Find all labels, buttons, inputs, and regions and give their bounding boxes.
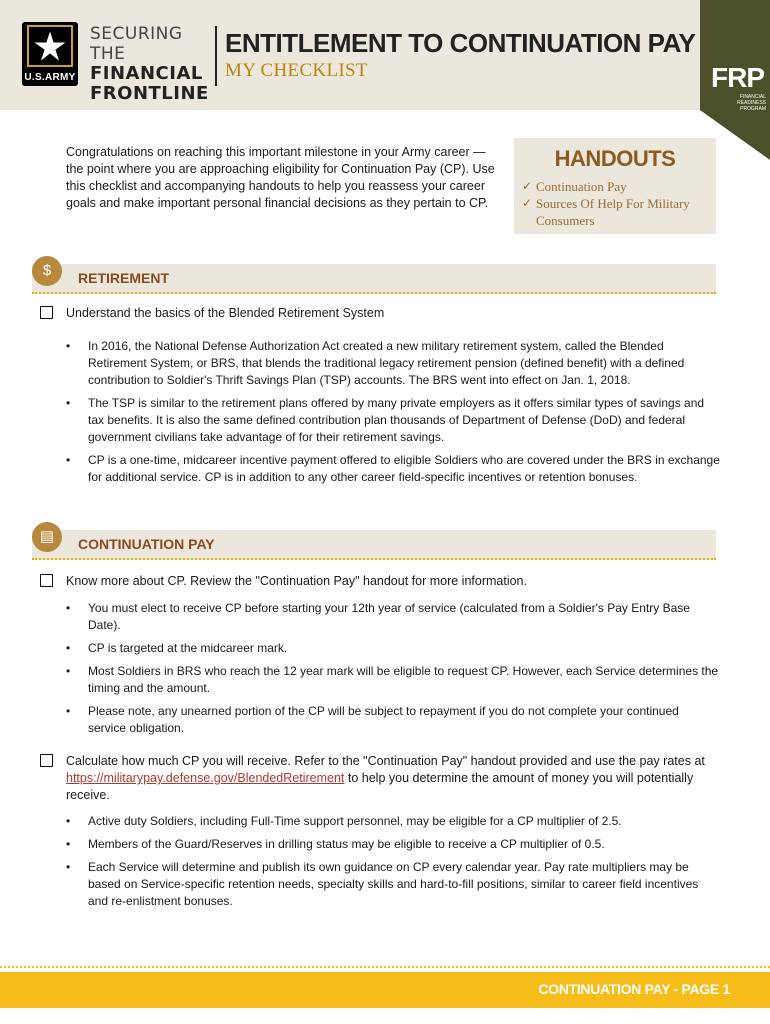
continuation-bullets-2 bbox=[66, 813, 720, 910]
frp-badge bbox=[700, 0, 770, 160]
checkbox[interactable] bbox=[40, 754, 53, 767]
money-bag-icon: $ bbox=[32, 256, 62, 286]
frp-subtext: FINANCIAL READINESS PROGRAM bbox=[737, 94, 766, 112]
page-title: ENTITLEMENT TO CONTINUATION PAY bbox=[225, 28, 696, 58]
frp-logo-text: FRP bbox=[711, 62, 764, 93]
brand-line-1: SECURING THE bbox=[90, 24, 183, 64]
page-header bbox=[0, 0, 770, 110]
checkbox[interactable] bbox=[40, 574, 53, 587]
bullet-item: • CP is a one-time, midcareer incentive payment offered to eligible Soldiers who are covered under the BRS in exchange for additional service. CP is in addition to any other career field-specific incentives or retention bonuses. bbox=[66, 452, 720, 486]
brand-line-2: FINANCIAL bbox=[90, 63, 203, 84]
brand-text bbox=[90, 24, 209, 104]
continuation-pay-banner bbox=[32, 530, 716, 560]
retirement-bullets bbox=[66, 338, 720, 486]
checkmark-icon: ✓ bbox=[522, 196, 533, 210]
bullet-item: • Active duty Soldiers, including Full-Time support personnel, may be eligible for a CP multiplier of 2.5. bbox=[66, 813, 720, 830]
bullet-item: • You must elect to receive CP before starting your 12th year of service (calculated from a Soldier's Pay Entry Base Date). bbox=[66, 600, 720, 634]
checkmark-icon: ✓ bbox=[522, 179, 533, 193]
pay-rates-link[interactable]: https://militarypay.defense.gov/BlendedRetirement bbox=[66, 771, 345, 785]
handout-item: ✓ Sources Of Help For Military Consumers bbox=[522, 196, 690, 228]
checklist-text: Understand the basics of the Blended Retirement System bbox=[66, 306, 385, 320]
handouts-box bbox=[514, 138, 716, 234]
cash-icon: ▤ bbox=[32, 522, 62, 552]
bullet-item: • Please note, any unearned portion of the CP will be subject to repayment if you do not complete your continued service obligation. bbox=[66, 703, 720, 737]
bullet-item: • Members of the Guard/Reserves in drilling status may be eligible to receive a CP multiplier of 0.5. bbox=[66, 836, 720, 853]
bullet-item: • CP is targeted at the midcareer mark. bbox=[66, 640, 720, 657]
handouts-title: HANDOUTS bbox=[554, 146, 676, 171]
page-subtitle: MY CHECKLIST bbox=[225, 60, 368, 81]
army-logo bbox=[22, 22, 78, 86]
handouts-list bbox=[522, 178, 714, 229]
section-title: RETIREMENT bbox=[78, 270, 169, 286]
handout-item: ✓ Continuation Pay bbox=[522, 179, 627, 194]
checklist-text: Know more about CP. Review the "Continuation Pay" handout for more information. bbox=[66, 574, 527, 588]
section-title: CONTINUATION PAY bbox=[78, 536, 215, 552]
footer-label: CONTINUATION PAY - PAGE 1 bbox=[538, 981, 730, 997]
army-label: U.S.ARMY bbox=[24, 72, 76, 83]
retirement-banner bbox=[32, 264, 716, 294]
intro-paragraph: Congratulations on reaching this important milestone in your Army career — the point where you are approaching eligibility for Continuation Pay (CP). Use this checklist and accompanying handouts to help you reassess your career goals and make important personal financial decisions as they pertain to CP. bbox=[66, 145, 495, 210]
bullet-item: • Each Service will determine and publish its own guidance on CP every calendar year. Pay rate multipliers may be based on Service-specific retention needs, specialty skills and hard-to-fill positions, similar to career field incentives and re-enlistment bonuses. bbox=[66, 859, 720, 910]
brand-line-3: FRONTLINE bbox=[90, 83, 209, 104]
bullet-item: • In 2016, the National Defense Authorization Act created a new military retirement system, called the Blended Retirement System, or BRS, that blends the traditional legacy retirement pension (defined benefit) with a defined contribution to Soldier's Thrift Savings Plan (TSP) accounts. The BRS went into effect on Jan. 1, 2018. bbox=[66, 338, 720, 389]
star-icon bbox=[26, 24, 74, 68]
checklist-text: Calculate how much CP you will receive. Refer to the "Continuation Pay" handout provided and use the pay rates at https://militarypay.defense.gov/BlendedRetirement to help you determine the amount of money you will potentially receive. bbox=[66, 754, 705, 802]
bullet-item: • The TSP is similar to the retirement plans offered by many private employers as it offers similar types of savings and tax benefits. It is also the same defined contribution plan thousands of Department of Defense (DoD) and federal government civilians take advantage of for their retirement savings. bbox=[66, 395, 720, 446]
page-footer bbox=[0, 972, 770, 1008]
bullet-item: • Most Soldiers in BRS who reach the 12 year mark will be eligible to request CP. However, each Service determines the timing and the amount. bbox=[66, 663, 720, 697]
header-divider bbox=[215, 26, 217, 86]
checkbox[interactable] bbox=[40, 306, 53, 319]
continuation-bullets-1 bbox=[66, 600, 720, 737]
